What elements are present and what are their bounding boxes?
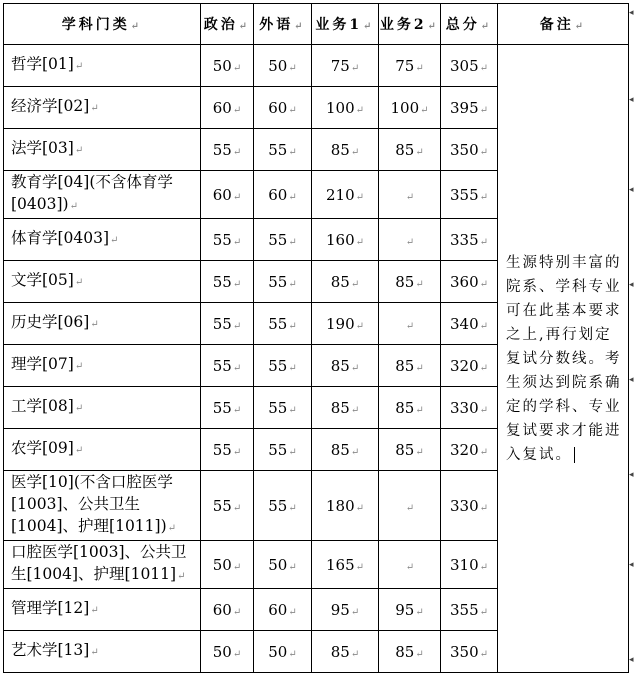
total-value: 320 xyxy=(449,356,479,375)
paragraph-mark: ↵ xyxy=(415,278,424,290)
subject-label: 体育学[0403] xyxy=(11,229,110,247)
note-text: 生源特别丰富的院系、学科专业可在此基本要求之上,再行划定复试分数线。考生须达到院系确定的学科、专业复试要求才能进入复试。 xyxy=(506,254,622,463)
course1-value: 85 xyxy=(330,642,350,661)
politics-value: 55 xyxy=(212,496,232,515)
course2-value: 100 xyxy=(390,98,420,117)
total-value: 330 xyxy=(449,398,479,417)
language-value: 55 xyxy=(268,496,288,515)
paragraph-mark: ↵ xyxy=(355,502,365,514)
language-value: 55 xyxy=(268,356,288,375)
course2-cell xyxy=(379,429,441,471)
paragraph-mark: ↵ xyxy=(405,191,415,203)
cell-end-mark: ◂ xyxy=(629,95,634,105)
paragraph-mark: ↵ xyxy=(405,561,415,573)
politics-value: 60 xyxy=(212,185,232,204)
subject-label: 教育学[04](不含体育学[0403]) xyxy=(11,173,173,213)
paragraph-mark: ↵ xyxy=(90,647,99,658)
paragraph-mark: ↵ xyxy=(232,561,242,573)
course2-value: 85 xyxy=(395,440,415,459)
paragraph-mark: ↵ xyxy=(479,278,489,290)
politics-value: 60 xyxy=(212,600,232,619)
subject-label: 工学[08] xyxy=(11,397,74,415)
total-value: 340 xyxy=(449,314,479,333)
course1-value: 85 xyxy=(330,440,350,459)
politics-cell xyxy=(201,171,254,219)
politics-cell xyxy=(201,219,254,261)
paragraph-mark: ↵ xyxy=(350,62,360,74)
language-cell xyxy=(254,541,312,589)
course2-value: 85 xyxy=(395,356,415,375)
politics-cell xyxy=(201,387,254,429)
course1-value: 85 xyxy=(330,356,350,375)
paragraph-mark: ↵ xyxy=(420,104,429,116)
paragraph-mark: ↵ xyxy=(288,502,297,514)
paragraph-mark: ↵ xyxy=(232,648,242,660)
paragraph-mark: ↵ xyxy=(90,605,99,616)
course1-cell xyxy=(312,303,379,345)
course2-value: 85 xyxy=(395,642,415,661)
note-cell xyxy=(498,45,629,673)
language-cell xyxy=(254,129,312,171)
paragraph-mark: ↵ xyxy=(167,523,177,534)
subject-label: 法学[03] xyxy=(11,139,74,157)
course1-cell xyxy=(312,387,379,429)
subject-cell xyxy=(4,589,201,631)
course2-value: 85 xyxy=(395,272,415,291)
cell-end-mark: ◂ xyxy=(629,280,634,290)
paragraph-mark: ↵ xyxy=(232,278,242,290)
paragraph-mark: ↵ xyxy=(479,62,489,74)
total-value: 355 xyxy=(449,185,479,204)
paragraph-mark: ↵ xyxy=(232,236,242,248)
paragraph-mark: ↵ xyxy=(288,404,297,416)
paragraph-mark: ↵ xyxy=(350,648,360,660)
course2-value: 85 xyxy=(395,140,415,159)
language-value: 55 xyxy=(268,140,288,159)
paragraph-mark: ↵ xyxy=(350,404,360,416)
subject-label: 文学[05] xyxy=(11,271,74,289)
paragraph-mark: ↵ xyxy=(69,201,78,212)
paragraph-mark: ↵ xyxy=(288,191,297,203)
language-cell xyxy=(254,219,312,261)
total-cell xyxy=(441,87,498,129)
language-cell xyxy=(254,261,312,303)
header-note: 备注↵ xyxy=(498,4,629,45)
course2-cell xyxy=(379,303,441,345)
politics-value: 55 xyxy=(212,272,232,291)
politics-value: 60 xyxy=(212,98,232,117)
paragraph-mark: ↵ xyxy=(288,146,297,158)
paragraph-mark: ↵ xyxy=(232,606,242,618)
language-cell xyxy=(254,345,312,387)
course1-value: 180 xyxy=(325,496,355,515)
politics-value: 50 xyxy=(212,642,232,661)
language-cell xyxy=(254,171,312,219)
paragraph-mark: ↵ xyxy=(355,320,365,332)
paragraph-mark: ↵ xyxy=(415,648,424,660)
total-value: 350 xyxy=(449,642,479,661)
total-value: 305 xyxy=(449,56,479,75)
total-value: 310 xyxy=(449,555,479,574)
course1-cell xyxy=(312,87,379,129)
course1-cell xyxy=(312,631,379,673)
paragraph-mark: ↵ xyxy=(479,606,489,618)
subject-cell xyxy=(4,45,201,87)
paragraph-mark: ↵ xyxy=(288,104,297,116)
paragraph-mark: ↵ xyxy=(415,362,424,374)
paragraph-mark: ↵ xyxy=(479,320,489,332)
politics-cell xyxy=(201,45,254,87)
language-value: 50 xyxy=(268,642,288,661)
paragraph-mark: ↵ xyxy=(74,277,84,288)
total-value: 335 xyxy=(449,230,479,249)
paragraph-mark: ↵ xyxy=(479,446,489,458)
course2-cell xyxy=(379,261,441,303)
paragraph-mark: ↵ xyxy=(288,278,297,290)
total-cell xyxy=(441,589,498,631)
paragraph-mark: ↵ xyxy=(232,104,242,116)
course1-value: 160 xyxy=(325,230,355,249)
paragraph-mark: ↵ xyxy=(232,62,242,74)
politics-cell xyxy=(201,429,254,471)
politics-value: 55 xyxy=(212,140,232,159)
course1-cell xyxy=(312,589,379,631)
course1-cell xyxy=(312,219,379,261)
course1-value: 85 xyxy=(330,140,350,159)
language-value: 55 xyxy=(268,230,288,249)
subject-cell xyxy=(4,219,201,261)
subject-cell xyxy=(4,171,201,219)
subject-cell xyxy=(4,631,201,673)
subject-cell xyxy=(4,345,201,387)
course2-cell xyxy=(379,471,441,541)
language-value: 55 xyxy=(268,272,288,291)
total-cell xyxy=(441,387,498,429)
language-cell xyxy=(254,429,312,471)
course1-value: 85 xyxy=(330,272,350,291)
paragraph-mark: ↵ xyxy=(232,146,242,158)
paragraph-mark: ↵ xyxy=(479,362,489,374)
language-cell xyxy=(254,87,312,129)
politics-value: 55 xyxy=(212,356,232,375)
politics-value: 55 xyxy=(212,440,232,459)
politics-cell xyxy=(201,261,254,303)
total-value: 330 xyxy=(449,496,479,515)
paragraph-mark: ↵ xyxy=(350,362,360,374)
politics-cell xyxy=(201,589,254,631)
paragraph-mark: ↵ xyxy=(74,445,84,456)
subject-label: 经济学[02] xyxy=(11,97,90,115)
total-cell xyxy=(441,129,498,171)
language-cell xyxy=(254,589,312,631)
header-total: 总分↵ xyxy=(441,4,498,45)
paragraph-mark: ↵ xyxy=(479,104,489,116)
course2-value: 75 xyxy=(395,56,415,75)
course1-cell xyxy=(312,541,379,589)
paragraph-mark: ↵ xyxy=(479,191,489,203)
paragraph-mark: ↵ xyxy=(350,446,360,458)
politics-cell xyxy=(201,471,254,541)
header-subject: 学科门类↵ xyxy=(4,4,201,45)
total-cell xyxy=(441,345,498,387)
paragraph-mark: ↵ xyxy=(479,561,489,573)
table-body xyxy=(4,45,629,673)
total-cell xyxy=(441,429,498,471)
subject-label: 口腔医学[1003]、公共卫生[1004]、护理[1011] xyxy=(11,543,187,583)
course1-value: 190 xyxy=(325,314,355,333)
politics-cell xyxy=(201,129,254,171)
paragraph-mark: ↵ xyxy=(415,606,424,618)
subject-label: 医学[10](不含口腔医学[1003]、公共卫生[1004]、护理[1011]) xyxy=(11,473,173,535)
paragraph-mark: ↵ xyxy=(288,362,297,374)
course1-cell xyxy=(312,45,379,87)
course1-cell xyxy=(312,261,379,303)
cell-end-mark: ◂ xyxy=(629,560,634,570)
course1-value: 95 xyxy=(330,600,350,619)
course2-cell xyxy=(379,171,441,219)
paragraph-mark: ↵ xyxy=(74,61,84,72)
subject-cell xyxy=(4,129,201,171)
cell-end-mark: ◂ xyxy=(629,375,634,385)
course1-cell xyxy=(312,345,379,387)
total-value: 320 xyxy=(449,440,479,459)
politics-cell xyxy=(201,303,254,345)
paragraph-mark: ↵ xyxy=(232,191,242,203)
paragraph-mark: ↵ xyxy=(74,145,84,156)
subject-cell xyxy=(4,303,201,345)
total-cell xyxy=(441,219,498,261)
paragraph-mark: ↵ xyxy=(355,104,365,116)
paragraph-mark: ↵ xyxy=(350,606,360,618)
politics-cell xyxy=(201,345,254,387)
subject-cell xyxy=(4,261,201,303)
course2-cell xyxy=(379,219,441,261)
subject-label: 理学[07] xyxy=(11,355,74,373)
paragraph-mark: ↵ xyxy=(232,446,242,458)
course1-value: 75 xyxy=(330,56,350,75)
header-language: 外语↵ xyxy=(254,4,312,45)
politics-value: 55 xyxy=(212,398,232,417)
paragraph-mark: ↵ xyxy=(288,446,297,458)
paragraph-mark: ↵ xyxy=(288,236,297,248)
subject-label: 农学[09] xyxy=(11,439,74,457)
paragraph-mark: ↵ xyxy=(479,236,489,248)
politics-value: 55 xyxy=(212,314,232,333)
politics-value: 50 xyxy=(212,555,232,574)
subject-label: 艺术学[13] xyxy=(11,641,90,659)
total-cell xyxy=(441,471,498,541)
language-value: 50 xyxy=(268,555,288,574)
subject-label: 哲学[01] xyxy=(11,55,74,73)
course2-cell xyxy=(379,589,441,631)
politics-cell xyxy=(201,541,254,589)
course1-cell xyxy=(312,171,379,219)
course1-value: 210 xyxy=(325,185,355,204)
total-cell xyxy=(441,631,498,673)
course2-cell xyxy=(379,45,441,87)
language-value: 55 xyxy=(268,314,288,333)
paragraph-mark: ↵ xyxy=(350,146,360,158)
paragraph-mark: ↵ xyxy=(355,236,365,248)
cell-end-mark: ◂ xyxy=(629,655,634,665)
course2-cell xyxy=(379,129,441,171)
language-value: 60 xyxy=(268,600,288,619)
paragraph-mark: ↵ xyxy=(90,103,99,114)
header-politics: 政治↵ xyxy=(201,4,254,45)
course2-cell xyxy=(379,541,441,589)
language-cell xyxy=(254,631,312,673)
politics-cell xyxy=(201,87,254,129)
course1-cell xyxy=(312,129,379,171)
language-cell xyxy=(254,387,312,429)
cell-end-mark: ◂ xyxy=(629,470,634,480)
subject-cell xyxy=(4,471,201,541)
course2-cell xyxy=(379,87,441,129)
subject-cell xyxy=(4,541,201,589)
paragraph-mark: ↵ xyxy=(405,320,415,332)
paragraph-mark: ↵ xyxy=(355,191,365,203)
subject-cell xyxy=(4,387,201,429)
table-row xyxy=(4,45,629,87)
paragraph-mark: ↵ xyxy=(479,146,489,158)
paragraph-mark: ↵ xyxy=(415,146,424,158)
total-value: 350 xyxy=(449,140,479,159)
subject-label: 管理学[12] xyxy=(11,599,90,617)
paragraph-mark: ↵ xyxy=(288,606,297,618)
paragraph-mark: ↵ xyxy=(415,62,424,74)
paragraph-mark: ↵ xyxy=(232,502,242,514)
paragraph-mark: ↵ xyxy=(232,362,242,374)
cell-end-mark: ◂ xyxy=(629,8,634,18)
course2-value: 95 xyxy=(395,600,415,619)
subject-label: 历史学[06] xyxy=(11,313,90,331)
header-row xyxy=(4,4,629,45)
paragraph-mark: ↵ xyxy=(177,571,186,582)
total-cell xyxy=(441,171,498,219)
total-value: 360 xyxy=(449,272,479,291)
paragraph-mark: ↵ xyxy=(415,446,424,458)
paragraph-mark: ↵ xyxy=(232,404,242,416)
course1-value: 165 xyxy=(325,555,355,574)
paragraph-mark: ↵ xyxy=(232,320,242,332)
total-value: 355 xyxy=(449,600,479,619)
total-cell xyxy=(441,45,498,87)
total-cell xyxy=(441,541,498,589)
language-value: 55 xyxy=(268,440,288,459)
paragraph-mark: ↵ xyxy=(288,648,297,660)
text-cursor xyxy=(574,447,575,463)
course2-cell xyxy=(379,345,441,387)
cell-end-mark: ◂ xyxy=(629,185,634,195)
language-cell xyxy=(254,45,312,87)
paragraph-mark: ↵ xyxy=(90,319,99,330)
header-course2: 业务2↵ xyxy=(379,4,441,45)
politics-value: 55 xyxy=(212,230,232,249)
paragraph-mark: ↵ xyxy=(350,278,360,290)
course1-cell xyxy=(312,429,379,471)
total-value: 395 xyxy=(449,98,479,117)
paragraph-mark: ↵ xyxy=(74,403,84,414)
subject-cell xyxy=(4,87,201,129)
paragraph-mark: ↵ xyxy=(288,62,297,74)
paragraph-mark: ↵ xyxy=(288,561,297,573)
paragraph-mark: ↵ xyxy=(405,502,415,514)
language-cell xyxy=(254,471,312,541)
margin-marks xyxy=(629,0,635,682)
paragraph-mark: ↵ xyxy=(479,648,489,660)
language-value: 55 xyxy=(268,398,288,417)
paragraph-mark: ↵ xyxy=(405,236,415,248)
course1-value: 85 xyxy=(330,398,350,417)
total-cell xyxy=(441,303,498,345)
header-course1: 业务1↵ xyxy=(312,4,379,45)
total-cell xyxy=(441,261,498,303)
paragraph-mark: ↵ xyxy=(479,502,489,514)
paragraph-mark: ↵ xyxy=(288,320,297,332)
language-value: 50 xyxy=(268,56,288,75)
subject-cell xyxy=(4,429,201,471)
paragraph-mark: ↵ xyxy=(355,561,365,573)
course2-value: 85 xyxy=(395,398,415,417)
course2-cell xyxy=(379,387,441,429)
paragraph-mark: ↵ xyxy=(479,404,489,416)
politics-value: 50 xyxy=(212,56,232,75)
course1-value: 100 xyxy=(325,98,355,117)
language-cell xyxy=(254,303,312,345)
paragraph-mark: ↵ xyxy=(74,361,84,372)
paragraph-mark: ↵ xyxy=(415,404,424,416)
paragraph-mark: ↵ xyxy=(110,235,119,246)
course2-cell xyxy=(379,631,441,673)
politics-cell xyxy=(201,631,254,673)
course1-cell xyxy=(312,471,379,541)
language-value: 60 xyxy=(268,185,288,204)
score-table xyxy=(3,3,629,673)
language-value: 60 xyxy=(268,98,288,117)
